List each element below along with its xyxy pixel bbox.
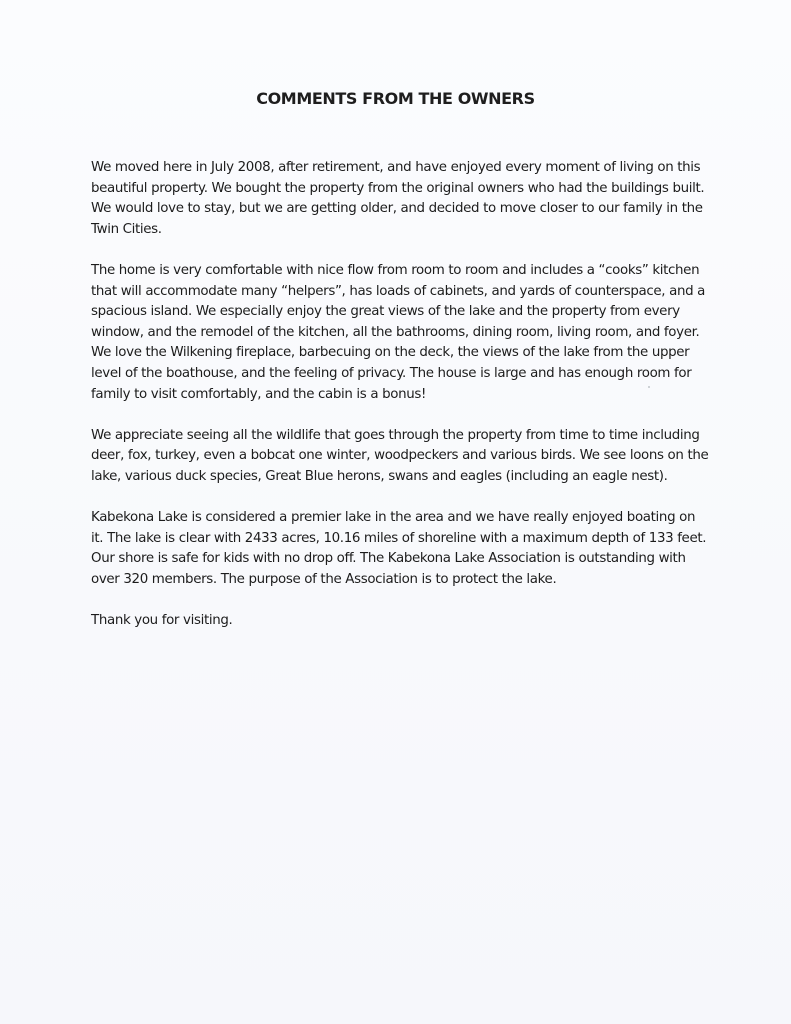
document-title: COMMENTS FROM THE OWNERS: [256, 89, 535, 108]
paragraph-lake-info: Kabekona Lake is considered a premier lake in the area and we have really enjoyed boating on it. The lake is clear with 2433 acres, 10.16 miles of shoreline with a maximum depth of 133 feet. Our shore is safe for kids with no drop off. The Kabekona Lake Association is outstanding with over 320 members. The purpose of the Association is to protect the lake.: [91, 510, 707, 587]
paragraph-wildlife: We appreciate seeing all the wildlife that goes through the property from time to time including deer, fox, turkey, even a bobcat one winter, woodpeckers and various birds. We see loons on the lake, various duck species, Great Blue herons, swans and eagles (including an eagle nest).: [91, 427, 709, 484]
paragraph-moving-in: We moved here in July 2008, after retirement, and have enjoyed every moment of living on this beautiful property. We bought the property from the original owners who had the buildings built. We would love to stay, but we are getting older, and decided to move closer to our family in the Twin Cities.: [91, 160, 705, 237]
paragraph-closing: Thank you for visiting.: [91, 613, 233, 629]
document-body: [91, 158, 711, 632]
scan-speck: [648, 386, 650, 388]
paragraph-home-features: The home is very comfortable with nice flow from room to room and includes a “cooks” kitchen that will accommodate many “helpers”, has loads of cabinets, and yards of counterspace, and a spacious island. We especially enjoy the great views of the lake and the property from every window, and the remodel of the kitchen, all the bathrooms, dining room, living room, and foyer. We love the Wilkening fireplace, barbecuing on the deck, the views of the lake from the upper level of the boathouse, and the feeling of privacy. The house is large and has enough room for family to visit comfortably, and the cabin is a bonus!: [91, 262, 706, 402]
